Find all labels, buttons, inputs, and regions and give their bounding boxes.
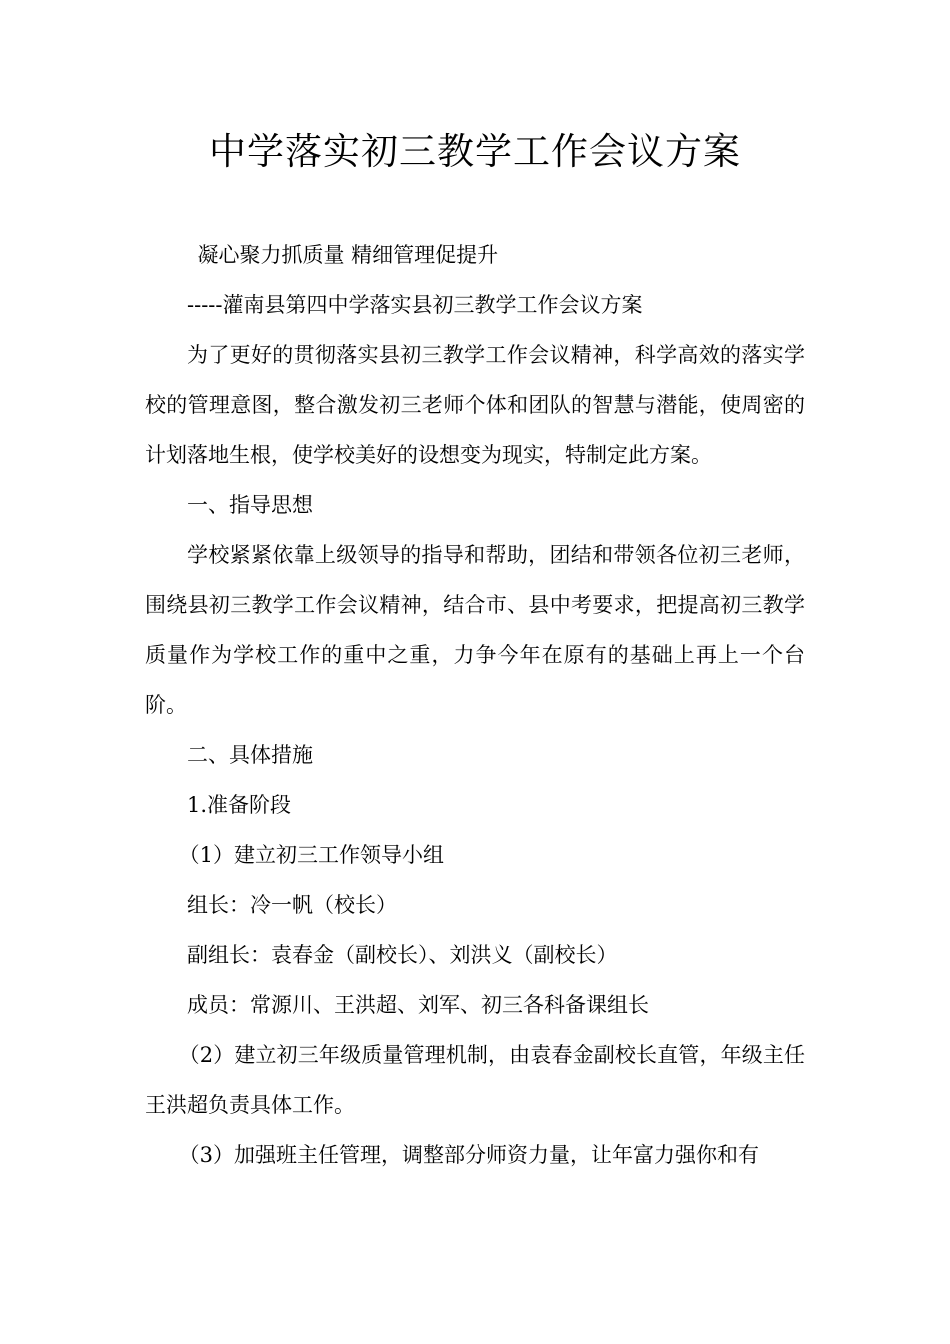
leader-line: 组长：冷一帆（校长） [187, 893, 397, 917]
deputy-leader-line: 副组长：袁春金（副校长）、刘洪义（副校长） [187, 943, 618, 967]
section-heading-guiding-thought: 一、指导思想 [187, 493, 313, 517]
subsection-heading-preparation: 1.准备阶段 [187, 793, 292, 817]
intro-paragraph: 为了更好的贯彻落实县初三教学工作会议精神，科学高效的落实学校的管理意图，整合激发初三老师个体和团队的智慧与潜能，使周密的计划落地生根，使学校美好的设想变为现实，特制定此方案。 [145, 343, 805, 467]
list-item-leadership-group: （1）建立初三工作领导小组 [178, 843, 444, 867]
document-body [145, 230, 805, 1180]
members-line: 成员：常源川、王洪超、刘军、初三各科备课组长 [187, 993, 649, 1017]
list-item-class-teacher-management: （3）加强班主任管理，调整部分师资力量，让年富力强你和有 [178, 1143, 759, 1167]
guiding-thought-paragraph: 学校紧紧依靠上级领导的指导和帮助，团结和带领各位初三老师，围绕县初三教学工作会议精神，结合市、县中考要求，把提高初三教学质量作为学校工作的重中之重，力争今年在原有的基础上再上一个台阶。 [145, 543, 805, 717]
subtitle-slogan: 凝心聚力抓质量 精细管理促提升 [197, 243, 499, 267]
list-item-quality-mechanism: （2）建立初三年级质量管理机制，由袁春金副校长直管，年级主任王洪超负责具体工作。 [145, 1043, 805, 1117]
section-heading-measures: 二、具体措施 [187, 743, 313, 767]
subtitle-school: -----灌南县第四中学落实县初三教学工作会议方案 [187, 293, 643, 317]
document-title: 中学落实初三教学工作会议方案 [209, 130, 741, 173]
